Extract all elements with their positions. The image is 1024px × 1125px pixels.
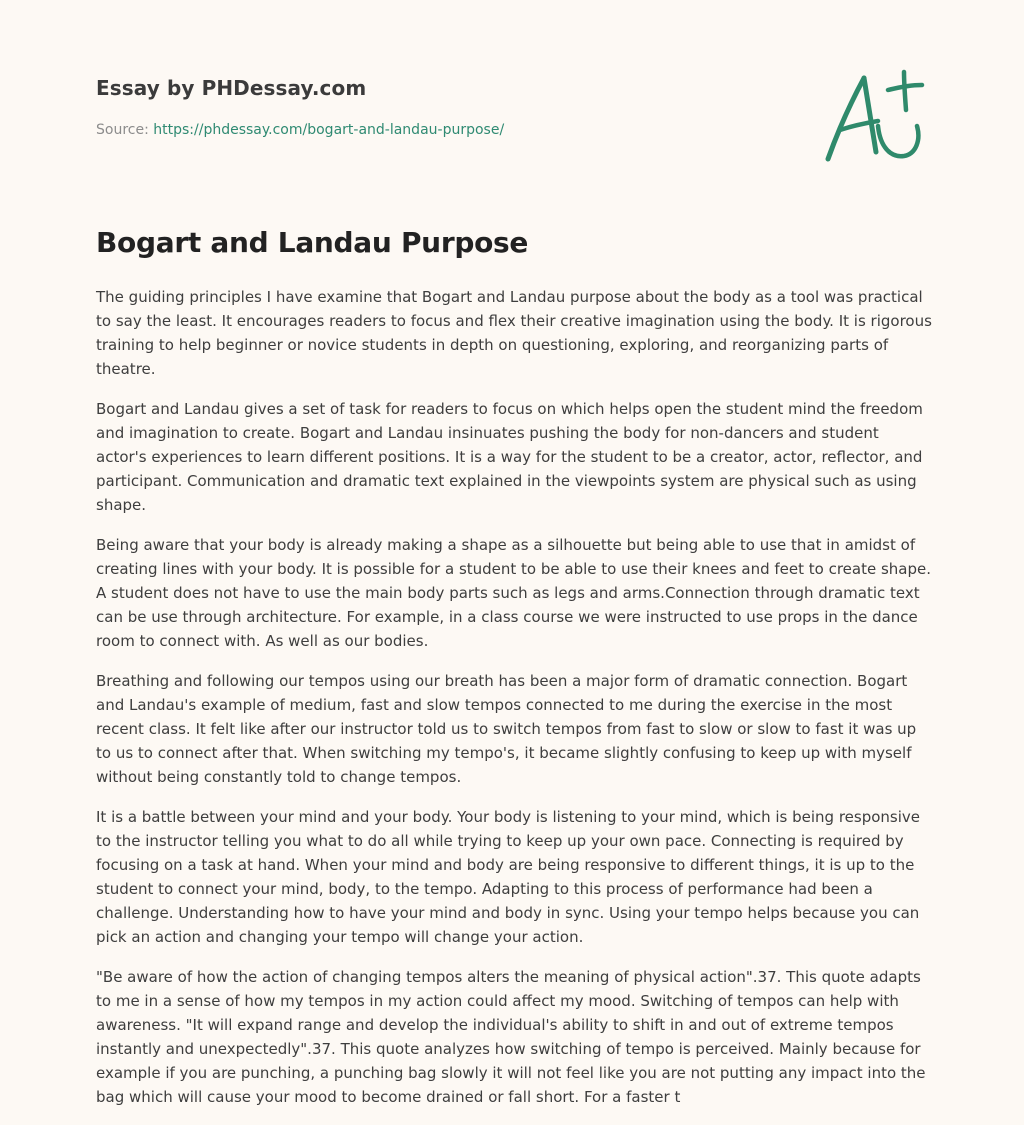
essay-paragraph: It is a battle between your mind and your body. Your body is listening to your mind, which is being responsive to the instructor telling you what to do all while trying to keep up your own pace. Connecting is required by focusing on a task at hand. When your mind and body are being responsive to different things, it is up to the student to connect your mind, body, to the tempo. Adapting to this process of performance had been a challenge. Understanding how to have your mind and body in sync. Using your tempo helps because you can pick an action and changing your tempo will change your action. xyxy=(96,808,921,946)
source-label: Source: xyxy=(96,122,149,138)
essay-paragraph: Being aware that your body is already making a shape as a silhouette but being able to use that in amidst of creating lines with your body. It is possible for a student to be able to use their knees and feet to create shape. A student does not have to use the main body parts such as legs and arms.Connection through dramatic text can be use through architecture. For example, in a class course we were instructed to use props in the dance room to connect with. As well as our bodies. xyxy=(96,536,931,650)
essay-body xyxy=(96,285,932,1125)
essay-title: Bogart and Landau Purpose xyxy=(96,226,529,259)
essay-paragraph: Bogart and Landau gives a set of task for readers to focus on which helps open the student mind the freedom and imagination to create. Bogart and Landau insinuates pushing the body for non-dancers and student actor's experiences to learn different positions. It is a way for the student to be a creator, actor, reflector, and participant. Communication and dramatic text explained in the viewpoints system are physical such as using shape. xyxy=(96,400,923,514)
essay-paragraph: The guiding principles I have examine that Bogart and Landau purpose about the body as a tool was practical to say the least. It encourages readers to focus and flex their creative imagination using the body. It is rigorous training to help beginner or novice students in depth on questioning, exploring, and reorganizing parts of theatre. xyxy=(96,288,932,378)
brand-title: Essay by PHDessay.com xyxy=(96,76,367,100)
a-plus-grade-icon xyxy=(818,66,930,166)
essay-paragraph: "Be aware of how the action of changing tempos alters the meaning of physical action".37. This quote adapts to me in a sense of how my tempos in my action could affect my mood. Switching of tempos can help with awareness. "It will expand range and develop the individual's ability to shift in and out of extreme tempos instantly and unexpectedly".37. This quote analyzes how switching of tempo is perceived. Mainly because for example if you are punching, a punching bag slowly it will not feel like you are not putting any impact into the bag which will cause your mood to become drained or fall short. For a faster t xyxy=(96,968,926,1106)
essay-header xyxy=(96,76,796,138)
source-line xyxy=(96,122,796,138)
source-link[interactable]: https://phdessay.com/bogart-and-landau-purpose/ xyxy=(153,122,505,138)
essay-paragraph: Breathing and following our tempos using our breath has been a major form of dramatic connection. Bogart and Landau's example of medium, fast and slow tempos connected to me during the exercise in the most recent class. It felt like after our instructor told us to switch tempos from fast to slow or slow to fast it was up to us to connect after that. When switching my tempo's, it became slightly confusing to keep up with myself without being constantly told to change tempos. xyxy=(96,672,917,786)
